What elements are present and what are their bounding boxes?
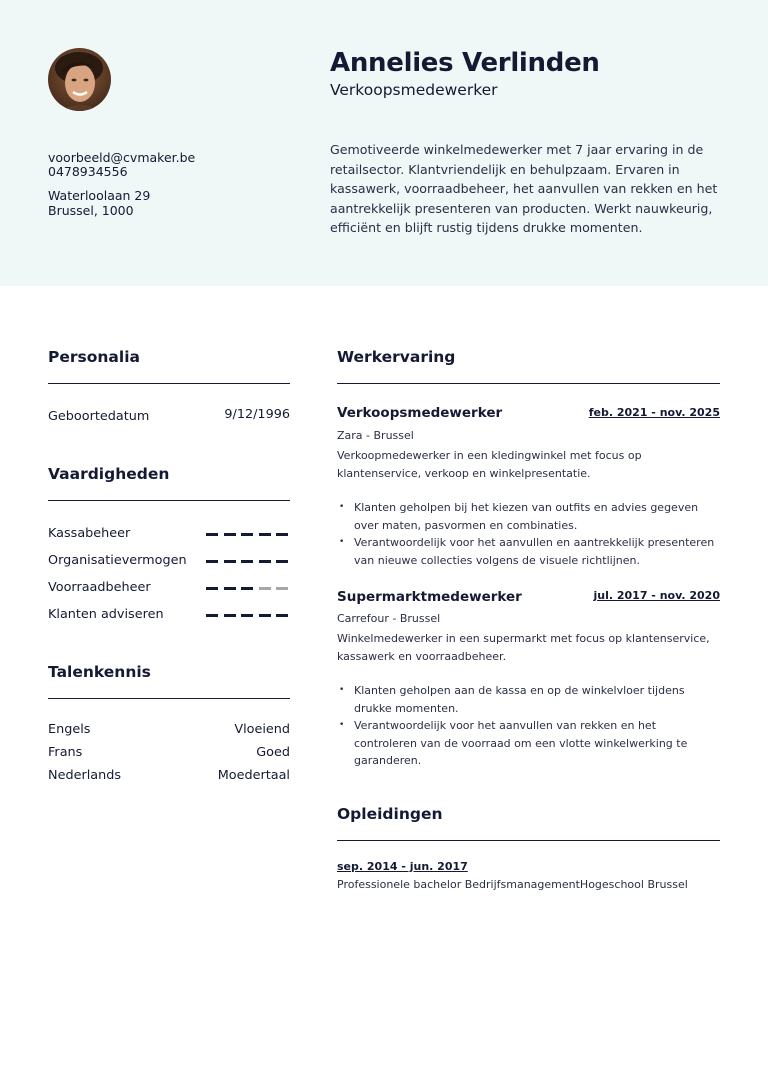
section-title-skills: Vaardigheden bbox=[48, 465, 170, 483]
skill-dash-filled bbox=[259, 614, 271, 617]
skill-dash-filled bbox=[276, 614, 288, 617]
education-dates: sep. 2014 - jun. 2017 bbox=[337, 860, 468, 873]
job-bullet-list bbox=[337, 682, 722, 770]
street-text: Waterloolaan 29 bbox=[48, 188, 151, 203]
job-employer: Carrefour - Brussel bbox=[337, 612, 441, 625]
skill-level-bar bbox=[206, 587, 290, 590]
job-employer: Zara - Brussel bbox=[337, 429, 414, 442]
skill-dash-filled bbox=[241, 614, 253, 617]
skill-label: Voorraadbeheer bbox=[48, 580, 151, 595]
personalia-label: Geboortedatum bbox=[48, 409, 150, 424]
job-dates: feb. 2021 - nov. 2025 bbox=[588, 406, 720, 419]
job-description: Verkoopmedewerker in een kledingwinkel met focus op klantenservice, verkoop en winkelpresentatie. bbox=[337, 449, 642, 480]
skill-dash-filled bbox=[224, 560, 236, 563]
skill-dash-filled bbox=[206, 587, 218, 590]
section-title-languages: Talenkennis bbox=[48, 663, 151, 681]
personalia-value: 9/12/1996 bbox=[224, 407, 290, 422]
education-description: Professionele bachelor BedrijfsmanagementHogeschool Brussel bbox=[337, 878, 688, 891]
candidate-name: Annelies Verlinden bbox=[330, 48, 600, 78]
skill-dash-filled bbox=[206, 560, 218, 563]
section-divider bbox=[48, 383, 290, 384]
skill-level-bar bbox=[206, 533, 290, 536]
skill-dash-filled bbox=[224, 587, 236, 590]
job-title: Verkoopsmedewerker bbox=[337, 405, 503, 421]
list-item: • Verantwoordelijk voor het aanvullen en aantrekkelijk presenteren van nieuwe collecties volgens de visuele richtlijnen. bbox=[337, 534, 722, 569]
candidate-role: Verkoopsmedewerker bbox=[330, 81, 498, 99]
language-label: Engels bbox=[48, 722, 91, 737]
skill-dash-filled bbox=[241, 533, 253, 536]
skill-dash-filled bbox=[276, 560, 288, 563]
section-divider bbox=[337, 383, 720, 384]
list-item: • Verantwoordelijk voor het aanvullen van rekken en het controleren van de voorraad om een vlotte winkelwerking te garanderen. bbox=[337, 717, 722, 770]
skill-dash-filled bbox=[206, 614, 218, 617]
language-level: Goed bbox=[256, 745, 290, 760]
section-title-education: Opleidingen bbox=[337, 805, 443, 823]
language-level: Vloeiend bbox=[234, 722, 290, 737]
section-title-personalia: Personalia bbox=[48, 348, 140, 366]
language-label: Frans bbox=[48, 745, 83, 760]
email-text: voorbeeld@cvmaker.be bbox=[48, 150, 196, 165]
skill-label: Organisatievermogen bbox=[48, 553, 187, 568]
skill-dash-filled bbox=[259, 560, 271, 563]
section-title-experience: Werkervaring bbox=[337, 348, 456, 366]
skill-label: Kassabeheer bbox=[48, 526, 131, 541]
skill-dash-filled bbox=[224, 533, 236, 536]
section-divider bbox=[48, 500, 290, 501]
section-divider bbox=[48, 698, 290, 699]
skill-dash-filled bbox=[241, 587, 253, 590]
job-description: Winkelmedewerker in een supermarkt met focus op klantenservice, kassawerk en voorraadbeheer. bbox=[337, 632, 710, 663]
skill-dash-empty bbox=[259, 587, 271, 590]
list-item: • Klanten geholpen bij het kiezen van outfits en advies gegeven over maten, pasvormen en combinaties. bbox=[337, 499, 722, 534]
skill-dash-filled bbox=[206, 533, 218, 536]
profile-photo bbox=[48, 48, 111, 111]
job-bullet-list bbox=[337, 499, 722, 569]
skill-level-bar bbox=[206, 614, 290, 617]
skill-dash-filled bbox=[241, 560, 253, 563]
skill-dash-filled bbox=[259, 533, 271, 536]
phone-text: 0478934556 bbox=[48, 164, 128, 179]
skill-dash-filled bbox=[224, 614, 236, 617]
section-divider bbox=[337, 840, 720, 841]
skill-dash-filled bbox=[276, 533, 288, 536]
profile-summary: Gemotiveerde winkelmedewerker met 7 jaar ervaring in de retailsector. Klantvriendelijk en behulpzaam. Ervaren in kassawerk, voorraadbeheer, het aanvullen van rekken en het aantrekkelijk presenteren van producten. Werkt nauwkeurig, efficiënt en blijft rustig tijdens drukke momenten. bbox=[330, 142, 718, 235]
skill-level-bar bbox=[206, 560, 290, 563]
city-text: Brussel, 1000 bbox=[48, 203, 134, 218]
language-level: Moedertaal bbox=[217, 768, 290, 783]
skill-label: Klanten adviseren bbox=[48, 607, 164, 622]
list-item: • Klanten geholpen aan de kassa en op de winkelvloer tijdens drukke momenten. bbox=[337, 682, 722, 717]
job-dates: jul. 2017 - nov. 2020 bbox=[593, 589, 720, 602]
skill-dash-empty bbox=[276, 587, 288, 590]
language-label: Nederlands bbox=[48, 768, 122, 783]
job-title: Supermarktmedewerker bbox=[337, 589, 522, 605]
